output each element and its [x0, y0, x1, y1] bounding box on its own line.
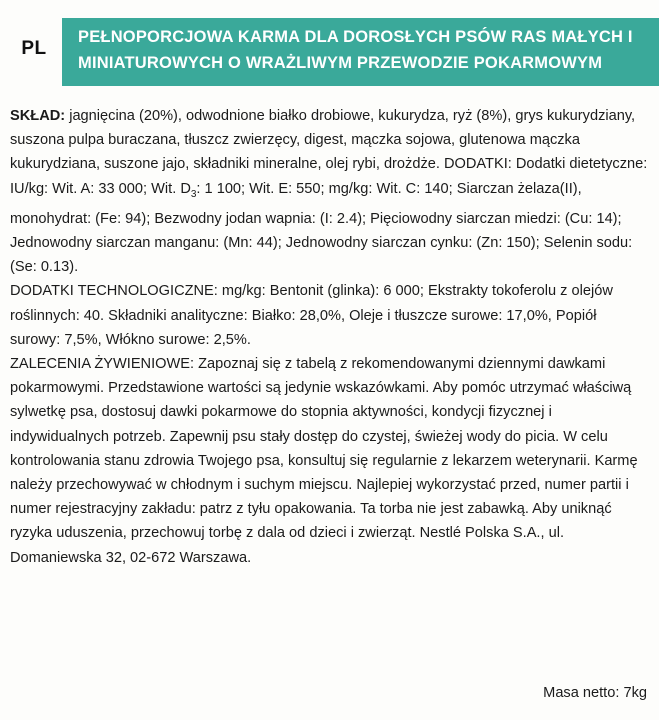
- page-title: PEŁNOPORCJOWA KARMA DLA DOROSŁYCH PSÓW RAS MAŁYCH I MINIATUROWYCH O WRAŻLIWYM PRZEWODZIE POKARMOWYM: [78, 28, 633, 72]
- company-address: Nestlé Polska S.A., ul. Domaniewska 32, 02-672 Warszawa.: [10, 525, 565, 566]
- net-weight: Masa netto: 7kg: [543, 685, 647, 701]
- feeding-recommendations-text: Zapoznaj się z tabelą z rekomendowanymi dziennymi dawkami pokarmowymi. Przedstawione wartości są jedynie wskazówkami. Aby pomóc utrzymać właściwą sylwetkę psa, dostosuj dawki pokarmowe do stopnia aktywności, kondycji fizycznej i indywidualnych potrzeb. Zapewnij psu stały dostęp do czystej, świeżej wody do picia. W celu kontrolowania stanu zdrowia Twojego psa, konsultuj się regularnie z lekarzem weterynarii. Karmę należy przechowywać w chłodnym i suchym miejscu. Najlepiej wykorzystać przed, numer partii i numer rejestracyjny zakładu: patrz z tyłu opakowania. Ta torba nie jest zabawką. Aby uniknąć ryzyka uduszenia, przechowuj torbę z dala od dzieci i zwierząt.: [10, 355, 638, 542]
- label-header: [0, 0, 659, 96]
- feeding-recommendations-paragraph: [10, 352, 649, 570]
- technological-additives-text: mg/kg: Bentonit (glinka): 6 000; Ekstrakty tokoferolu z olejów roślinnych: 40. Składniki analityczne: Białko: 28,0%, Oleje i tłuszcze surowe: 17,0%, Popiół surowy: 7,5%, Włókno surowe: 2,5%.: [10, 283, 613, 348]
- label-body: [10, 104, 649, 712]
- feeding-recommendations-label: ZALECENIA ŻYWIENIOWE:: [10, 355, 195, 372]
- vitamin-d3-subscript: 3: [190, 188, 197, 200]
- technological-additives-label: DODATKI TECHNOLOGICZNE:: [10, 283, 218, 300]
- ingredients-label: SKŁAD:: [10, 108, 66, 124]
- ingredients-paragraph: [10, 104, 649, 279]
- ingredients-text-continued: : 1 100; Wit. E: 550; mg/kg: Wit. C: 140; Siarczan żelaza(II), monohydrat: (Fe: 94); Bezwodny jodan wapnia: (I: 2.4); Pięciowodny siarczan miedzi: (Cu: 14); Jednowodny siarczan manganu: (Mn: 44); Jednowodny siarczan cynku: (Zn: 150); Selenin sodu: (Se: 0.13).: [10, 180, 633, 276]
- language-code: PL: [21, 38, 47, 59]
- technological-additives-paragraph: [10, 279, 649, 352]
- ingredients-text: jagnięcina (20%), odwodnione białko drobiowe, kukurydza, ryż (8%), grys kukurydziany, suszona pulpa buraczana, tłuszcz zwierzęcy, digest, mączka sojowa, glutenowa mączka kukurydziana, suszone jajo, składniki mineralne, olej rybi, drożdże. DODATKI: Dodatki dietetyczne: IU/kg: Wit. A: 33 000; Wit. D: [10, 108, 648, 197]
